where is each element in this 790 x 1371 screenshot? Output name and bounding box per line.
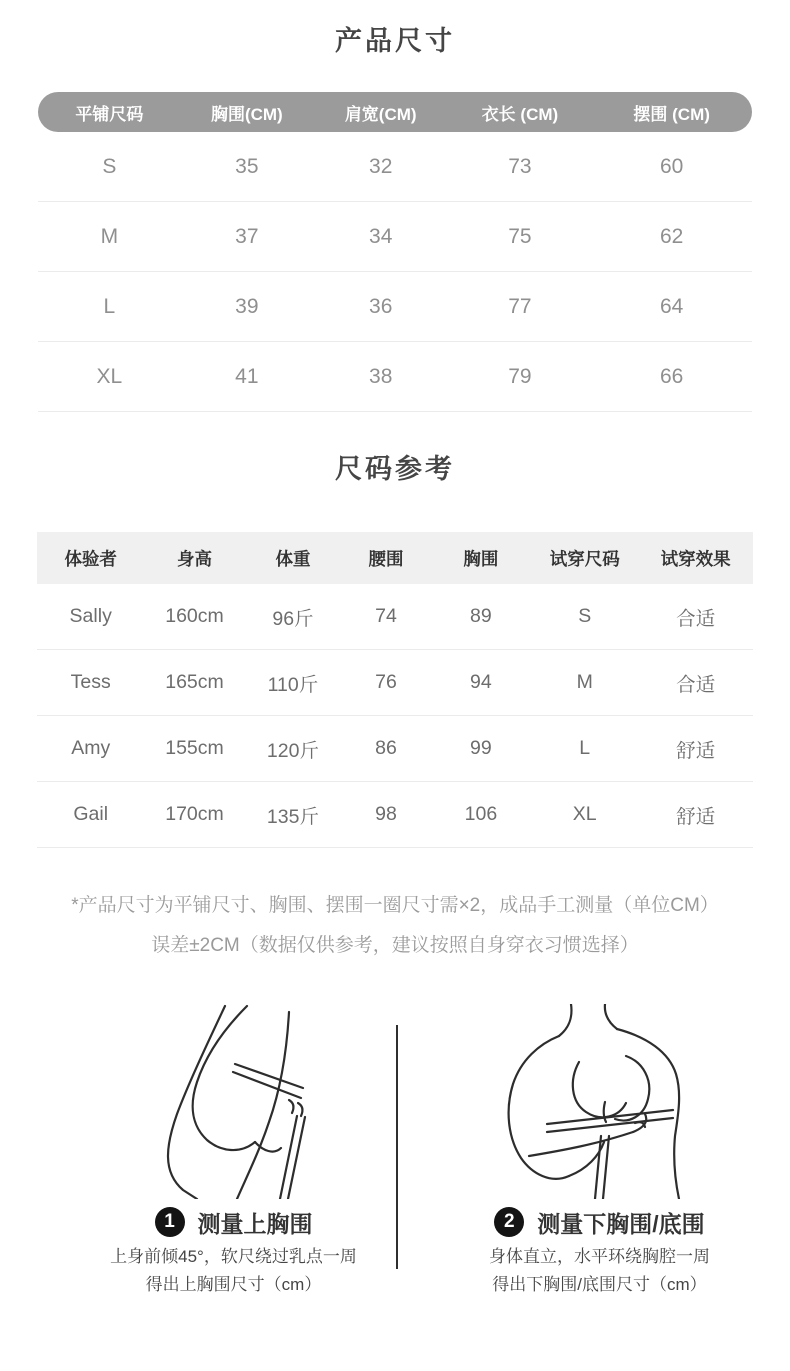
upper-bust-measurement-illustration [129, 1004, 339, 1199]
table-cell: 舒适 [676, 805, 716, 828]
guide-caption [70, 1207, 397, 1237]
table-cell: 165cm [165, 671, 224, 693]
column-header: 胸围 [463, 548, 499, 569]
measuring-guide-section [0, 1004, 790, 1314]
guide-description [409, 1243, 790, 1299]
table-cell: L [579, 737, 591, 759]
table-cell: 86 [375, 737, 397, 759]
table-cell: 35 [235, 154, 259, 178]
column-header: 试穿效果 [660, 548, 731, 569]
table-cell: 66 [659, 364, 684, 388]
table-cell: 64 [659, 294, 684, 318]
table-row [38, 132, 752, 202]
table-cell: 38 [369, 364, 393, 388]
guide-caption [409, 1207, 790, 1237]
table-cell: 73 [508, 154, 532, 178]
table-cell: 120斤 [266, 739, 319, 762]
fit-reference-table-header [37, 532, 753, 584]
step-1-badge-icon: 1 [155, 1207, 185, 1237]
note-line: *产品尺寸为平铺尺寸、胸围、摆围一圈尺寸需×2，成品手工测量（单位CM） [71, 895, 719, 916]
column-header: 体重 [275, 548, 311, 569]
product-size-table [38, 92, 752, 412]
under-bust-measurement-illustration [485, 1004, 715, 1199]
size-label: L [103, 294, 116, 318]
table-cell: 76 [375, 671, 397, 693]
table-cell: 77 [508, 294, 532, 318]
measure-guide-under-bust [397, 1004, 790, 1314]
table-cell: 41 [235, 364, 259, 388]
table-cell: 89 [470, 605, 492, 627]
table-cell: 37 [235, 224, 259, 248]
note-line: 误差±2CM（数据仅供参考，建议按照自身穿衣习惯选择） [151, 935, 639, 956]
column-header: 肩宽(CM) [344, 104, 417, 124]
size-label: S [102, 154, 117, 178]
column-header: 摆围 (CM) [633, 104, 710, 124]
table-cell: XL [572, 803, 597, 825]
vertical-divider [396, 1025, 398, 1269]
tester-name: Sally [69, 605, 112, 627]
product-size-title: 产品尺寸 [335, 26, 455, 56]
table-cell: 34 [369, 224, 393, 248]
column-header: 腰围 [368, 548, 404, 569]
table-cell: 75 [508, 224, 532, 248]
table-cell: 98 [375, 803, 397, 825]
table-cell: 135斤 [266, 805, 319, 828]
table-row [38, 272, 752, 342]
tester-name: Gail [73, 803, 109, 825]
table-cell: 160cm [165, 605, 224, 627]
table-row [37, 584, 753, 650]
column-header: 体验者 [64, 548, 117, 569]
table-row [37, 650, 753, 716]
table-row [38, 342, 752, 412]
table-cell: 32 [369, 154, 393, 178]
guide-text-line: 得出上胸围尺寸（cm） [145, 1275, 322, 1294]
size-label: XL [96, 364, 123, 388]
fit-reference-table [37, 532, 753, 848]
column-header: 衣长 (CM) [481, 104, 559, 124]
table-row [37, 716, 753, 782]
tester-name: Tess [70, 671, 111, 693]
table-cell: 106 [464, 803, 498, 825]
table-cell: S [578, 605, 592, 627]
size-reference-title: 尺码参考 [335, 454, 455, 484]
guide-description [70, 1243, 397, 1299]
guide-title: 测量上胸围 [197, 1210, 313, 1237]
table-row [37, 782, 753, 848]
guide-text-line: 得出下胸围/底围尺寸（cm） [492, 1275, 707, 1294]
table-cell: 170cm [165, 803, 224, 825]
table-row [38, 202, 752, 272]
product-size-table-header [38, 92, 752, 132]
table-cell: 62 [659, 224, 684, 248]
table-cell: M [576, 671, 593, 693]
guide-title: 测量下胸围/底围 [537, 1210, 705, 1237]
table-cell: 94 [470, 671, 492, 693]
table-cell: 合适 [676, 673, 716, 696]
column-header: 平铺尺码 [75, 104, 144, 124]
tester-name: Amy [71, 737, 111, 759]
table-cell: 74 [375, 605, 397, 627]
measurement-notes [0, 886, 790, 966]
column-header: 试穿尺码 [549, 548, 620, 569]
guide-text-line: 上身前倾45°，软尺绕过乳点一周 [110, 1247, 357, 1266]
column-header: 身高 [177, 548, 212, 569]
guide-text-line: 身体直立，水平环绕胸腔一周 [489, 1247, 710, 1266]
table-cell: 36 [369, 294, 393, 318]
table-cell: 110斤 [267, 673, 319, 696]
table-cell: 39 [235, 294, 259, 318]
measure-guide-upper-bust [0, 1004, 397, 1314]
table-cell: 155cm [165, 737, 224, 759]
table-cell: 60 [659, 154, 684, 178]
table-cell: 99 [470, 737, 492, 759]
table-cell: 合适 [676, 607, 716, 630]
size-label: M [100, 224, 119, 248]
table-cell: 舒适 [676, 739, 716, 762]
column-header: 胸围(CM) [210, 104, 283, 124]
step-2-badge-icon: 2 [494, 1207, 524, 1237]
table-cell: 96斤 [272, 607, 314, 630]
table-cell: 79 [508, 364, 532, 388]
